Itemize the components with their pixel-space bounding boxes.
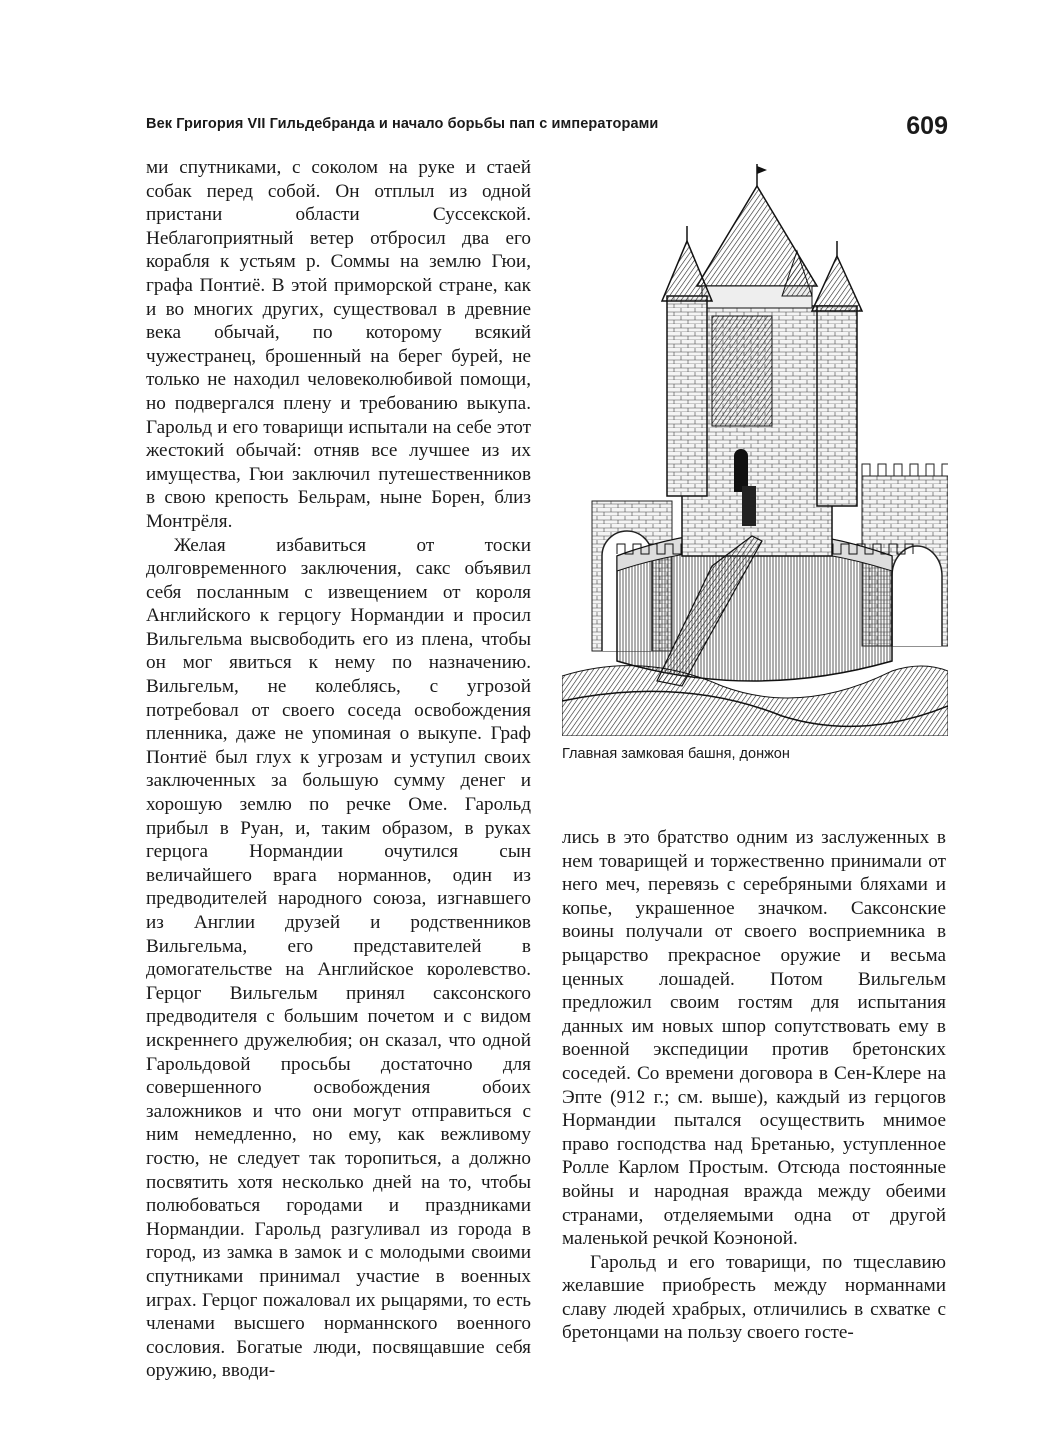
paragraph-continuation: ми спутниками, с соколом на руке и стаей собак перед собой. Он отплыл из одной пристани области Суссекской. Неблагоприятный ветер отбросил два его корабля к устьям р. Соммы на землю Гюи, графа Понтиё. В этой приморской стране, как и во многих других, существовал в древние века обычай, по которому всякий чужестранец, брошенный на берег бурей, не только не находил человеколюбивой помощи, но подвергался плену и требованию выкупа. Гарольд и его товарищи испытали на себе этот жестокий обычай: отняв все лучшее из их имущества, Гюи заключил путешественников в свою крепость Бельрам, ныне Борен, близ Монтрёля. [146,157,531,532]
figure-caption: Главная замковая башня, донжон [562,746,790,762]
left-text-column [146,156,531,1383]
castle-tower-illustration [562,156,948,736]
castle-tower-icon [562,156,948,736]
paragraph: Гарольд и его товарищи, по тщеславию желавшие приобресть между норманнами славу людей храбрых, отличились в схватке с бретонцами на пользу своего госте- [562,1251,946,1344]
right-text-column [562,826,946,1345]
page-number: 609 [906,112,948,140]
paragraph: Желая избавиться от тоски долговременного заключения, сакс объявил себя посланным с извещением от короля Английского к герцогу Нормандии и просил Вильгельма высвободить его из плена, чтобы он мог явиться к нему по назначению. Вильгельм, не колеблясь, с угрозой потребовал от своего соседа освобождения пленника, даже не упоминая о выкупе. Граф Понтиё был глух к угрозам и уступил своих заключенных за большую сумму денег и хорошую землю по речке Оме. Гарольд прибыл в Руан, и, таким образом, в руках герцога Нормандии очутился сын величайшего врага норманнов, один из предводителей народного союза, изгнавшего из Англии друзей и родственников Вильгельма, его представителей в домогательстве на Английское королевство. Герцог Вильгельм принял саксонского предводителя с большим почетом и с видом искреннего дружелюбия; он сказал, что одной Гарольдовой просьбы достаточно для совершенного освобождения обоих заложников и что они могут отправиться с ним немедленно, но ему, как вежливому гостю, не следует так торопиться, а должно посвятить хотя несколько дней на то, чтобы полюбоваться городами и праздниками Нормандии. Гарольд разгуливал из города в город, из замка в замок и с молодыми своими спутниками принимал участие в военных играх. Герцог пожаловал их рыцарями, то есть членами высшего норманнского военного сословия. Богатые люди, посвящавшие себя оружию, вводи- [146,534,531,1382]
paragraph-continuation: лись в это братство одним из заслуженных в нем товарищей и торжественно принимали от него меч, перевязь с серебряными бляхами и копье, украшенное значком. Саксонские воины получали от своего восприемника в рыцарство прекрасное оружие и весьма ценных лошадей. Потом Вильгельм предложил своим гостям для испытания данных им новых шпор сопутствовать ему в военной экспедиции против бретонских соседей. Со времени договора в Сен-Клере на Эпте (912 г.; см. выше), каждый из герцогов Нормандии пытался осуществить мнимое право господства над Бретанью, уступленное Ролле Карлом Простым. Отсюда постоянные войны и народная вражда между обеими странами, отделяемыми одна от другой маленькой речкой Коэноной. [562,827,946,1250]
running-title: Век Григория VII Гильдебранда и начало борьбы пап с императорами [146,116,659,132]
